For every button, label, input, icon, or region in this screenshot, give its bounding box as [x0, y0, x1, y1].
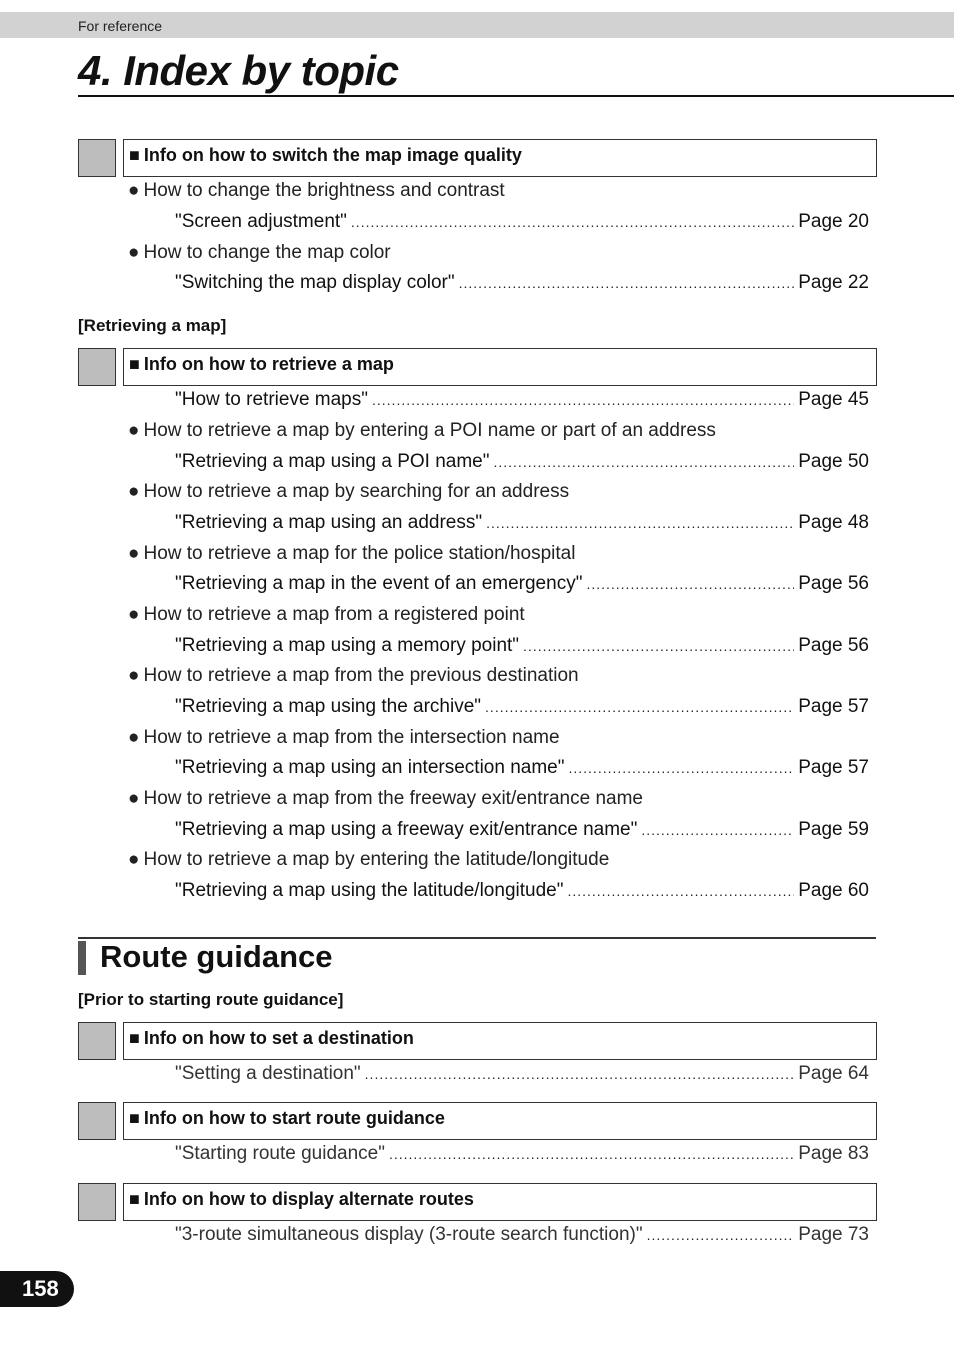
gray-square-icon — [78, 139, 116, 177]
topic-bullet: ● How to retrieve a map from the intersection name — [128, 727, 560, 748]
leader-dots — [641, 822, 794, 838]
leader-dots — [365, 1066, 795, 1082]
square-icon: ■ — [129, 1028, 140, 1048]
index-entry[interactable]: "Retrieving a map using the archive" ..... Page 57 — [175, 696, 869, 718]
info-block-image-quality — [78, 139, 878, 179]
topic-bullet: ● How to retrieve a map from a registered point — [128, 604, 525, 625]
leader-dots — [351, 214, 794, 230]
page-ref: Page 83 — [798, 1143, 869, 1164]
info-heading-box — [123, 1102, 877, 1140]
gray-square-icon — [78, 1022, 116, 1060]
index-entry[interactable]: "Retrieving a map using the latitude/longitude" ..... Page 60 — [175, 880, 869, 902]
page-ref: Page 73 — [798, 1224, 869, 1245]
page-number: 158 — [0, 1271, 74, 1307]
subhead-prior: [Prior to starting route guidance] — [78, 990, 344, 1009]
leader-dots — [568, 760, 794, 776]
subhead-retrieving: [Retrieving a map] — [78, 316, 227, 335]
info-heading-box — [123, 1183, 877, 1221]
leader-dots — [486, 515, 794, 531]
index-entry[interactable]: "How to retrieve maps" ..... Page 45 — [175, 389, 869, 411]
index-entry[interactable]: "Retrieving a map using a memory point" ..... Page 56 — [175, 635, 869, 657]
bullet-dot-icon: ● — [128, 849, 140, 870]
leader-dots — [647, 1227, 795, 1243]
topic-bullet: ● How to retrieve a map by searching for an address — [128, 481, 570, 502]
info-heading-box — [123, 348, 877, 386]
page-ref: Page 57 — [798, 757, 869, 778]
leader-dots — [372, 392, 794, 408]
gray-square-icon — [78, 348, 116, 386]
info-heading: Info on how to switch the map image quality — [143, 145, 522, 165]
bullet-dot-icon: ● — [128, 481, 140, 502]
page-ref: Page 60 — [798, 880, 869, 901]
info-heading-box — [123, 139, 877, 177]
section-heading: Route guidance — [100, 939, 333, 974]
bullet-dot-icon: ● — [128, 665, 140, 686]
index-entry[interactable]: "Switching the map display color" ..... Page 22 — [175, 272, 869, 294]
info-block-alternate-routes — [78, 1183, 878, 1223]
bullet-dot-icon: ● — [128, 242, 140, 263]
page-ref: Page 20 — [798, 211, 869, 232]
square-icon: ■ — [129, 145, 140, 165]
topic-bullet: ● How to change the brightness and contrast — [128, 180, 505, 201]
topic-bullet: ● How to retrieve a map from the freeway exit/entrance name — [128, 788, 643, 809]
bullet-dot-icon: ● — [128, 180, 140, 201]
page-title: 4. Index by topic — [78, 47, 399, 94]
square-icon: ■ — [129, 1108, 140, 1128]
page-ref: Page 48 — [798, 512, 869, 533]
info-heading: Info on how to start route guidance — [143, 1108, 445, 1128]
info-heading: Info on how to set a destination — [143, 1028, 414, 1048]
topic-bullet: ● How to change the map color — [128, 242, 391, 263]
leader-dots — [493, 454, 794, 470]
square-icon: ■ — [129, 1189, 140, 1209]
bullet-dot-icon: ● — [128, 727, 140, 748]
info-block-start-guidance — [78, 1102, 878, 1142]
section-label: For reference — [78, 18, 163, 34]
title-divider — [78, 95, 954, 97]
index-entry[interactable]: "Setting a destination" ..... Page 64 — [175, 1063, 869, 1085]
leader-dots — [523, 638, 794, 654]
info-block-retrieve-map — [78, 348, 878, 388]
leader-dots — [459, 275, 795, 291]
bullet-dot-icon: ● — [128, 604, 140, 625]
index-entry[interactable]: "Retrieving a map in the event of an emergency" ..... Page 56 — [175, 573, 869, 595]
leader-dots — [485, 699, 794, 715]
info-heading: Info on how to display alternate routes — [143, 1189, 474, 1209]
index-entry[interactable]: "Retrieving a map using a freeway exit/entrance name" ..... Page 59 — [175, 819, 869, 841]
page-ref: Page 56 — [798, 573, 869, 594]
page-ref: Page 57 — [798, 696, 869, 717]
page-ref: Page 22 — [798, 272, 869, 293]
leader-dots — [586, 576, 794, 592]
header-bar — [0, 12, 954, 38]
info-heading-box — [123, 1022, 877, 1060]
square-icon: ■ — [129, 354, 140, 374]
page-ref: Page 45 — [798, 389, 869, 410]
bullet-dot-icon: ● — [128, 543, 140, 564]
page-ref: Page 59 — [798, 819, 869, 840]
index-entry[interactable]: "Retrieving a map using an intersection name" ..... Page 57 — [175, 757, 869, 779]
page-ref: Page 50 — [798, 451, 869, 472]
info-heading: Info on how to retrieve a map — [143, 354, 394, 374]
topic-bullet: ● How to retrieve a map for the police station/hospital — [128, 543, 576, 564]
section-marker-bar — [78, 941, 86, 975]
index-entry[interactable]: "Retrieving a map using an address" ..... Page 48 — [175, 512, 869, 534]
section-route-guidance — [78, 937, 876, 977]
topic-bullet: ● How to retrieve a map from the previous destination — [128, 665, 579, 686]
leader-dots — [389, 1146, 794, 1162]
info-block-set-destination — [78, 1022, 878, 1062]
page-ref: Page 64 — [798, 1063, 869, 1084]
bullet-dot-icon: ● — [128, 788, 140, 809]
bullet-dot-icon: ● — [128, 420, 140, 441]
topic-bullet: ● How to retrieve a map by entering a POI name or part of an address — [128, 420, 716, 441]
index-entry[interactable]: "Retrieving a map using a POI name" ..... Page 50 — [175, 451, 869, 473]
gray-square-icon — [78, 1183, 116, 1221]
page-ref: Page 56 — [798, 635, 869, 656]
index-entry[interactable]: "3-route simultaneous display (3-route search function)" ..... Page 73 — [175, 1224, 869, 1246]
index-entry[interactable]: "Starting route guidance" ..... Page 83 — [175, 1143, 869, 1165]
leader-dots — [567, 883, 794, 899]
index-entry[interactable]: "Screen adjustment" ..... Page 20 — [175, 211, 869, 233]
gray-square-icon — [78, 1102, 116, 1140]
topic-bullet: ● How to retrieve a map by entering the latitude/longitude — [128, 849, 610, 870]
